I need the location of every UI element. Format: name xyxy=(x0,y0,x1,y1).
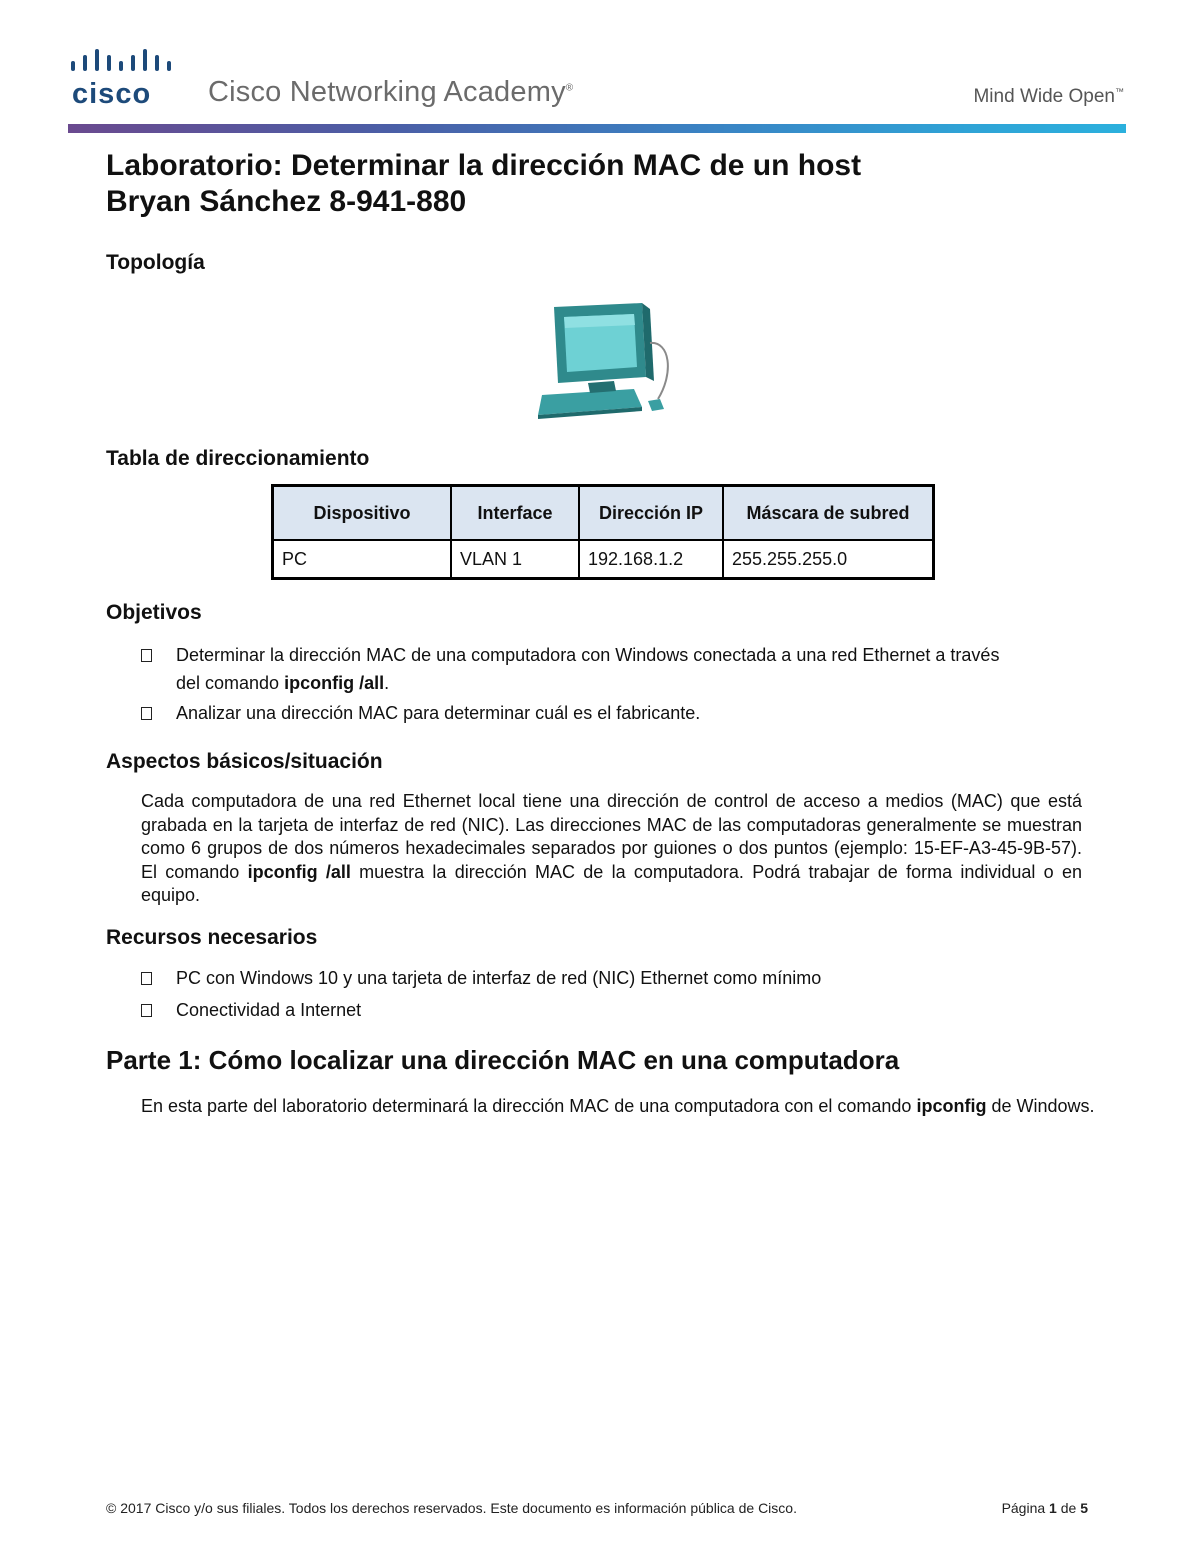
cisco-wordmark: cisco xyxy=(72,78,152,110)
header-color-rule xyxy=(68,124,1126,133)
objectives-heading: Objetivos xyxy=(106,601,202,624)
pc-icon xyxy=(530,303,676,419)
objective-text-2: Analizar una dirección MAC para determinar cuál es el fabricante. xyxy=(176,703,701,723)
title-line-2: Bryan Sánchez 8-941-880 xyxy=(106,185,467,218)
tagline-text: Mind Wide Open xyxy=(973,86,1115,107)
column-header-interface: Interface xyxy=(451,486,579,541)
bullet-icon xyxy=(141,972,152,985)
resources-heading: Recursos necesarios xyxy=(106,926,318,949)
page-total: 5 xyxy=(1080,1500,1088,1516)
addressing-heading: Tabla de direccionamiento xyxy=(106,447,370,470)
tagline xyxy=(973,86,1124,108)
bullet-icon xyxy=(141,1004,152,1017)
cell-interface: VLAN 1 xyxy=(451,540,579,579)
part1-command: ipconfig xyxy=(916,1096,987,1116)
resource-text-1: PC con Windows 10 y una tarjeta de interfaz de red (NIC) Ethernet como mínimo xyxy=(176,968,822,988)
table-row xyxy=(273,540,934,579)
list-item xyxy=(106,699,1026,727)
document-title xyxy=(106,148,1096,220)
list-item xyxy=(106,964,1026,992)
background-paragraph xyxy=(141,790,1082,908)
list-item xyxy=(106,641,1026,697)
cell-device: PC xyxy=(273,540,452,579)
cisco-logo-bars-icon xyxy=(70,47,180,77)
column-header-ip: Dirección IP xyxy=(579,486,723,541)
list-item xyxy=(106,996,1026,1024)
resources-list xyxy=(106,964,1026,1024)
page-header xyxy=(0,0,1200,140)
page-number xyxy=(1002,1500,1088,1516)
resource-text-2: Conectividad a Internet xyxy=(176,1000,362,1020)
cell-mask: 255.255.255.0 xyxy=(723,540,934,579)
topology-heading: Topología xyxy=(106,251,205,274)
column-header-device: Dispositivo xyxy=(273,486,452,541)
part1-text: En esta parte del laboratorio determinará la dirección MAC de una computadora con el comando xyxy=(141,1096,917,1116)
background-text-end: muestra la dirección MAC de la computadora. Podrá trabajar de forma individual o en equipo. xyxy=(141,861,1082,905)
registered-mark: ® xyxy=(565,82,574,94)
objective-text-1-end: . xyxy=(384,673,390,693)
background-heading: Aspectos básicos/situación xyxy=(106,750,383,773)
table-header-row xyxy=(273,486,934,541)
page-label: Página xyxy=(1001,1500,1050,1516)
part1-heading: Parte 1: Cómo localizar una dirección MAC en una computadora xyxy=(106,1045,900,1075)
objectives-list xyxy=(106,641,1026,727)
background-command: ipconfig /all xyxy=(247,861,351,882)
academy-name-text: Cisco Networking Academy xyxy=(208,76,566,108)
part1-text-end: de Windows. xyxy=(986,1096,1095,1116)
copyright-text: © 2017 Cisco y/o sus filiales. Todos los derechos reservados. Este documento es información pública de Cisco. xyxy=(106,1500,797,1516)
page-footer xyxy=(106,1500,1088,1516)
part1-paragraph xyxy=(141,1095,1101,1119)
bullet-icon xyxy=(141,649,152,662)
objective-command: ipconfig /all xyxy=(284,673,385,693)
addressing-table xyxy=(271,484,935,580)
page-of: de xyxy=(1056,1500,1081,1516)
title-line-1: Laboratorio: Determinar la dirección MAC de un host xyxy=(106,149,862,182)
cell-ip: 192.168.1.2 xyxy=(579,540,723,579)
column-header-mask: Máscara de subred xyxy=(723,486,934,541)
bullet-icon xyxy=(141,707,152,720)
academy-name xyxy=(208,76,573,109)
page-current: 1 xyxy=(1049,1500,1057,1516)
trademark-mark: ™ xyxy=(1115,86,1124,97)
objective-text-1: Determinar la dirección MAC de una computadora con Windows conectada a una red Ethernet a través del comando xyxy=(176,645,1000,693)
background-text: Cada computadora de una red Ethernet local tiene una dirección de control de acceso a medios (MAC) que está grabada en la tarjeta de interfaz de red (NIC). Las direcciones MAC de las computadoras generalmente se muestran como 6 grupos de dos números hexadecimales separados por guiones o dos puntos (ejemplo: 15-EF-A3-45-9B-57). El comando xyxy=(141,791,1082,882)
